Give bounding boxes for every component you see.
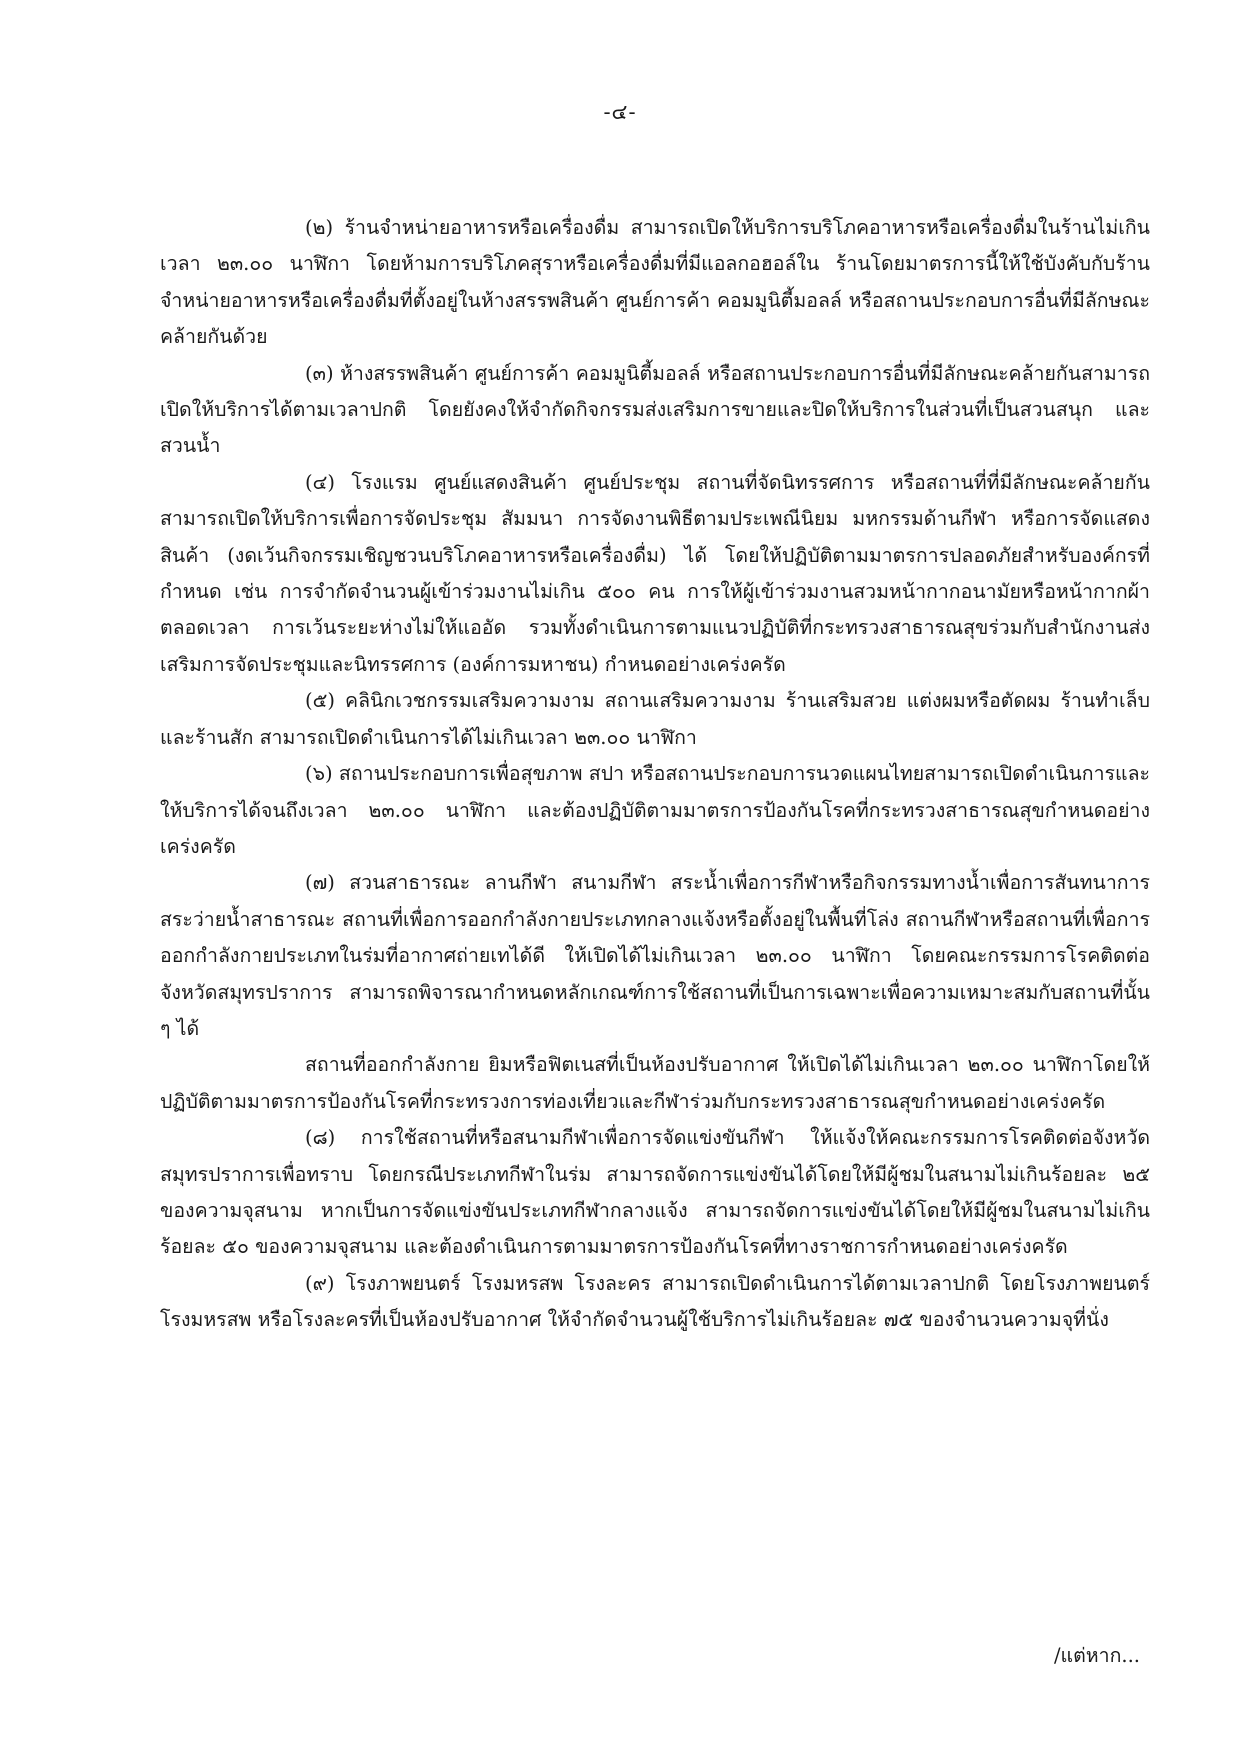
paragraph-9: (๙) โรงภาพยนตร์ โรงมหรสพ โรงละคร สามารถเปิดดำเนินการได้ตามเวลาปกติ โดยโรงภาพยนตร์โรงมหรสพ หรือโรงละครที่เป็นห้องปรับอากาศ ให้จำกัดจำนวนผู้ใช้บริการไม่เกินร้อยละ ๗๕ ของจำนวนความจุที่นั่ง — [160, 1271, 1150, 1332]
paragraph-8: (๘) การใช้สถานที่หรือสนามกีฬาเพื่อการจัดแข่งขันกีฬา ให้แจ้งให้คณะกรรมการโรคติดต่อจังหวัดสมุทรปราการเพื่อทราบ โดยกรณีประเภทกีฬาในร่ม สามารถจัดการแข่งขันได้โดยให้มีผู้ชมในสนามไม่เกินร้อยละ ๒๕ ของความจุสนาม หากเป็นการจัดแข่งขันประเภทกีฬากลางแจ้ง สามารถจัดการแข่งขันได้โดยให้มีผู้ชมในสนามไม่เกินร้อยละ ๕๐ ของความจุสนาม และต้องดำเนินการตามมาตรการป้องกันโรคที่ทางราชการกำหนดอย่างเคร่งครัด — [160, 1126, 1150, 1259]
paragraph-6: (๖) สถานประกอบการเพื่อสุขภาพ สปา หรือสถานประกอบการนวดแผนไทยสามารถเปิดดำเนินการและให้บริการได้จนถึงเวลา ๒๓.๐๐ นาฬิกา และต้องปฏิบัติตามมาตรการป้องกันโรคที่กระทรวงสาธารณสุขกำหนดอย่างเคร่งครัด — [160, 762, 1150, 858]
continuation-note: /แต่หาก... — [1053, 1644, 1140, 1667]
page-number: -๔- — [603, 100, 637, 124]
paragraph-5: (๕) คลินิกเวชกรรมเสริมความงาม สถานเสริมความงาม ร้านเสริมสวย แต่งผมหรือตัดผม ร้านทำเล็บและร้านสัก สามารถเปิดดำเนินการได้ไม่เกินเวลา ๒๓.๐๐ นาฬิกา — [160, 689, 1150, 749]
document-body — [160, 210, 1150, 1339]
paragraph-7: (๗) สวนสาธารณะ ลานกีฬา สนามกีฬา สระน้ำเพื่อการกีฬาหรือกิจกรรมทางน้ำเพื่อการสันทนาการสระว่ายน้ำสาธารณะ สถานที่เพื่อการออกกำลังกายประเภทกลางแจ้งหรือตั้งอยู่ในพื้นที่โล่ง สถานกีฬาหรือสถานที่เพื่อการออกกำลังกายประเภทในร่มที่อากาศถ่ายเทได้ดี ให้เปิดได้ไม่เกินเวลา ๒๓.๐๐ นาฬิกา โดยคณะกรรมการโรคติดต่อจังหวัดสมุทรปราการ สามารถพิจารณากำหนดหลักเกณฑ์การใช้สถานที่เป็นการเฉพาะเพื่อความเหมาะสมกับสถานที่นั้น ๆ ได้ — [160, 871, 1150, 1040]
paragraph-4: (๔) โรงแรม ศูนย์แสดงสินค้า ศูนย์ประชุม สถานที่จัดนิทรรศการ หรือสถานที่ที่มีลักษณะคล้ายกันสามารถเปิดให้บริการเพื่อการจัดประชุม สัมมนา การจัดงานพิธีตามประเพณีนิยม มหกรรมด้านกีฬา หรือการจัดแสดงสินค้า (งดเว้นกิจกรรมเชิญชวนบริโภคอาหารหรือเครื่องดื่ม) ได้ โดยให้ปฏิบัติตามมาตรการปลอดภัยสำหรับองค์กรที่กำหนด เช่น การจำกัดจำนวนผู้เข้าร่วมงานไม่เกิน ๕๐๐ คน การให้ผู้เข้าร่วมงานสวมหน้ากากอนามัยหรือหน้ากากผ้าตลอดเวลา การเว้นระยะห่างไม่ให้แออัด รวมทั้งดำเนินการตามแนวปฏิบัติที่กระทรวงสาธารณสุขร่วมกับสำนักงานส่งเสริมการจัดประชุมและนิทรรศการ (องค์การมหาชน) กำหนดอย่างเคร่งครัด — [160, 470, 1150, 676]
paragraph-2: (๒) ร้านจำหน่ายอาหารหรือเครื่องดื่ม สามารถเปิดให้บริการบริโภคอาหารหรือเครื่องดื่มในร้านไม่เกินเวลา ๒๓.๐๐ นาฬิกา โดยห้ามการบริโภคสุราหรือเครื่องดื่มที่มีแอลกอฮอล์ใน ร้านโดยมาตรการนี้ให้ใช้บังคับกับร้านจำหน่ายอาหารหรือเครื่องดื่มที่ตั้งอยู่ในห้างสรรพสินค้า ศูนย์การค้า คอมมูนิตี้มอลล์ หรือสถานประกอบการอื่นที่มีลักษณะคล้ายกันด้วย — [160, 216, 1150, 349]
paragraph-3: (๓) ห้างสรรพสินค้า ศูนย์การค้า คอมมูนิตี้มอลล์ หรือสถานประกอบการอื่นที่มีลักษณะคล้ายกันสามารถเปิดให้บริการได้ตามเวลาปกติ โดยยังคงให้จำกัดกิจกรรมส่งเสริมการขายและปิดให้บริการในส่วนที่เป็นสวนสนุก และสวนน้ำ — [160, 361, 1150, 458]
paragraph-7-fitness: สถานที่ออกกำลังกาย ยิมหรือฟิตเนสที่เป็นห้องปรับอากาศ ให้เปิดได้ไม่เกินเวลา ๒๓.๐๐ นาฬิกาโดยให้ปฏิบัติตามมาตรการป้องกันโรคที่กระทรวงการท่องเที่ยวและกีฬาร่วมกับกระทรวงสาธารณสุขกำหนดอย่างเคร่งครัด — [160, 1053, 1150, 1113]
